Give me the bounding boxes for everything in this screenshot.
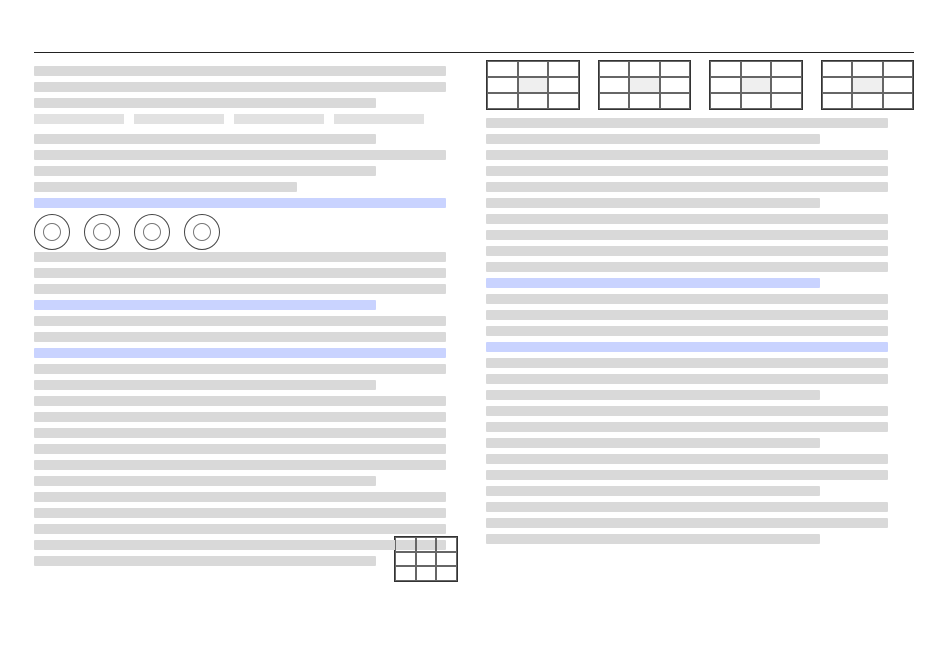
atom-diagram [34, 214, 70, 250]
question-block-1 [34, 66, 472, 124]
text-line [34, 150, 446, 160]
answer-option [234, 114, 324, 124]
text-line [34, 540, 446, 550]
text-line [486, 406, 888, 416]
text-line [34, 524, 446, 534]
table-fragment [821, 60, 915, 110]
atomic-structure-diagrams [34, 214, 472, 250]
periodic-fragment-table [394, 536, 458, 582]
text-line [486, 134, 820, 144]
text-line-accent [34, 198, 446, 208]
text-line [34, 182, 297, 192]
worksheet-page [34, 34, 914, 654]
text-line [486, 422, 888, 432]
text-line [34, 284, 446, 294]
text-line [34, 82, 446, 92]
question-block-3 [34, 252, 472, 566]
text-line [34, 332, 446, 342]
text-line [34, 476, 376, 486]
page-header [34, 34, 914, 53]
text-line [34, 98, 376, 108]
text-line [34, 460, 446, 470]
text-line [486, 454, 888, 464]
text-line [34, 444, 446, 454]
text-line [34, 316, 446, 326]
text-line [34, 66, 446, 76]
text-line [486, 534, 820, 544]
text-line [486, 118, 888, 128]
text-line [486, 310, 888, 320]
text-line [486, 246, 888, 256]
text-line [486, 390, 820, 400]
text-line [34, 166, 376, 176]
text-line [34, 364, 446, 374]
text-line-accent [34, 300, 376, 310]
text-line [34, 134, 376, 144]
text-line-accent [486, 278, 820, 288]
text-line [486, 358, 888, 368]
text-line [486, 150, 888, 160]
answer-option [34, 114, 124, 124]
question-block-2 [34, 134, 472, 208]
text-line [34, 252, 446, 262]
text-line [34, 412, 446, 422]
answer-options [34, 114, 472, 124]
table-fragment [486, 60, 580, 110]
text-line [34, 508, 446, 518]
atom-diagram [134, 214, 170, 250]
text-line [34, 428, 446, 438]
text-line [34, 268, 446, 278]
right-column [486, 60, 914, 654]
atom-diagram [84, 214, 120, 250]
text-line [486, 198, 820, 208]
text-line [486, 438, 820, 448]
text-line [486, 502, 888, 512]
periodic-table-fragments [486, 60, 914, 110]
text-line [486, 166, 888, 176]
text-line [486, 486, 820, 496]
text-line [486, 262, 888, 272]
text-line [486, 182, 888, 192]
question-block-right [486, 118, 914, 544]
answer-option [334, 114, 424, 124]
text-line [34, 396, 446, 406]
text-line [486, 374, 888, 384]
table-fragment [598, 60, 692, 110]
text-line-accent [34, 348, 446, 358]
text-line [486, 294, 888, 304]
text-line [486, 470, 888, 480]
text-line [486, 214, 888, 224]
text-line [34, 492, 446, 502]
text-line [34, 556, 376, 566]
text-line [34, 380, 376, 390]
atom-diagram [184, 214, 220, 250]
text-line [486, 230, 888, 240]
left-column [34, 60, 472, 654]
text-line [486, 518, 888, 528]
table-fragment [709, 60, 803, 110]
text-line-accent [486, 342, 888, 352]
text-line [486, 326, 888, 336]
answer-option [134, 114, 224, 124]
